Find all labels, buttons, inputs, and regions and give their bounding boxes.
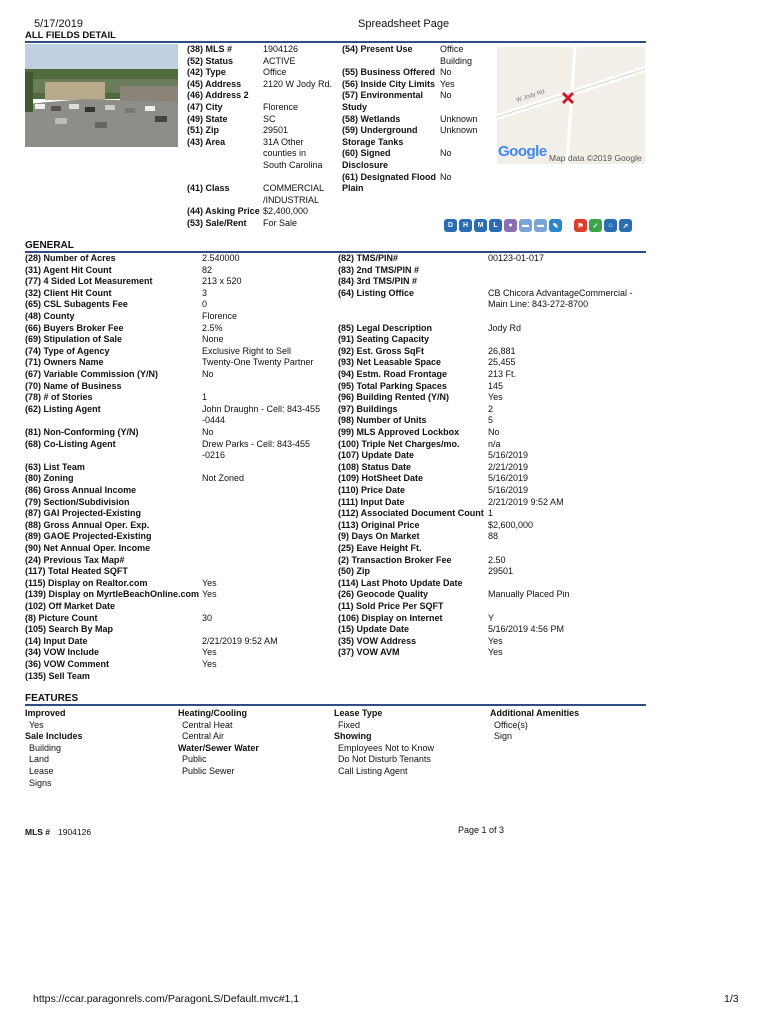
map-road-label: W Jody Rd — [515, 89, 546, 104]
condition-field-label: Disclosure — [342, 160, 389, 170]
general-field-value: Y — [488, 612, 495, 623]
general-field-label: (35) VOW Address — [338, 635, 417, 646]
summary-field-value: counties in — [263, 148, 307, 159]
general-field-value: 2.50 — [488, 554, 506, 565]
general-field-value: 2/21/2019 9:52 AM — [202, 635, 278, 646]
general-field-value: Yes — [488, 635, 503, 646]
general-field-label: (67) Variable Commission (Y/N) — [25, 369, 159, 379]
condition-field-value: No — [440, 90, 452, 101]
feature-value: Building — [29, 742, 62, 753]
general-field-label: (66) Buyers Broker Fee — [25, 322, 124, 333]
general-field-label: (89) GAOE Projected-Existing — [25, 531, 152, 542]
summary-field-value: ACTIVE — [263, 55, 296, 66]
feature-value: Employees Not to Know — [338, 742, 435, 753]
general-field-label: (135) Sell Team — [25, 670, 90, 681]
general-field-label: (139) Display on MyrtleBeachOnline.com — [25, 589, 200, 600]
summary-field-label: (47) City — [187, 102, 223, 112]
general-field-label: (91) Seating Capacity — [338, 334, 430, 345]
summary-field-value: South Carolina — [263, 160, 323, 170]
general-field-label: (50) Zip — [338, 566, 371, 577]
general-field-label: (70) Name of Business — [25, 380, 122, 391]
condition-field-value: No — [440, 67, 452, 78]
general-field-value: 1 — [488, 508, 494, 519]
general-field-value: 25,455 — [488, 357, 516, 368]
general-field-value: Yes — [202, 589, 217, 600]
general-field-value: 82 — [202, 264, 213, 275]
general-field-value: 2.5% — [202, 322, 223, 333]
general-field-label: (85) Legal Description — [338, 322, 433, 333]
d-icon[interactable]: D — [444, 219, 457, 232]
general-field-value: Drew Parks - Cell: 843-455 — [202, 438, 311, 449]
general-field-value: 30 — [202, 612, 213, 623]
summary-field-label: (38) MLS # — [187, 44, 233, 54]
features-divider — [25, 704, 646, 706]
summary-field-label: (53) Sale/Rent — [187, 218, 247, 228]
footer-url[interactable]: https://ccar.paragonrels.com/ParagonLS/Default.mvc#1,1 — [33, 993, 300, 1005]
summary-field-label: (42) Type — [187, 67, 226, 78]
general-field-label: (36) VOW Comment — [25, 659, 110, 669]
general-field-label: (8) Picture Count — [25, 612, 98, 623]
general-field-label: (102) Off Market Date — [25, 601, 116, 611]
summary-field-label: (46) Address 2 — [187, 90, 249, 101]
general-field-label: (15) Update Date — [338, 624, 410, 635]
general-field-label: (94) Estm. Road Frontage — [338, 369, 448, 379]
summary-field-value: 1904126 — [263, 44, 299, 54]
summary-field-label: (44) Asking Price — [187, 206, 260, 217]
general-heading: GENERAL — [25, 240, 74, 251]
general-field-value: 2 — [488, 403, 494, 414]
summary-field-label: (45) Address — [187, 78, 242, 89]
feature-value: Public — [182, 754, 207, 765]
general-field-label: (106) Display on Internet — [338, 612, 443, 623]
condition-field-label: Plain — [342, 183, 364, 194]
general-field-label: (92) Est. Gross SqFt — [338, 345, 425, 356]
general-field-value: 5/16/2019 — [488, 450, 529, 461]
google-logo: Google — [498, 143, 547, 160]
general-field-label: (63) List Team — [25, 461, 85, 472]
summary-field-value: $2,400,000 — [263, 206, 309, 217]
summary-field-value: 31A Other — [263, 136, 304, 147]
summary-field-value: Florence — [263, 102, 299, 112]
general-field-label: (48) County — [25, 311, 75, 321]
general-field-value: 3 — [202, 287, 208, 298]
general-divider — [25, 251, 646, 253]
general-field-value: Yes — [488, 647, 503, 658]
general-field-label: (78) # of Stories — [25, 392, 93, 403]
property-photo[interactable] — [25, 44, 178, 147]
general-field-value: -0444 — [202, 415, 226, 426]
condition-field-value: Unknown — [440, 125, 478, 136]
summary-field-value: 2120 W Jody Rd. — [263, 78, 333, 89]
general-field-value: CB Chicora AdvantageCommercial - — [488, 287, 633, 298]
general-field-value: 2.540000 — [202, 253, 240, 263]
feature-group-heading: Water/Sewer Water — [178, 742, 259, 753]
condition-field-label: (57) Environmental — [342, 90, 424, 101]
general-field-label: (77) 4 Sided Lot Measurement — [25, 276, 153, 287]
feature-value: Land — [29, 754, 50, 765]
feature-value: Central Air — [182, 731, 225, 742]
general-field-value: No — [202, 369, 214, 379]
home-icon[interactable]: ⌂ — [604, 219, 617, 232]
general-field-label: (98) Number of Units — [338, 415, 427, 426]
general-field-label: (111) Input Date — [338, 496, 405, 507]
general-field-value: 29501 — [488, 566, 514, 577]
condition-field-label: (60) Signed — [342, 148, 391, 159]
condition-field-value: Building — [440, 55, 473, 66]
general-field-label: (105) Search By Map — [25, 624, 114, 635]
general-field-value: 2/21/2019 — [488, 461, 529, 472]
general-field-value: John Draughn - Cell: 843-455 — [202, 403, 321, 414]
feature-value: Public Sewer — [182, 766, 235, 776]
feature-value: Lease — [29, 766, 54, 776]
general-field-value: 5/16/2019 — [488, 485, 529, 495]
summary-field-value: Office — [263, 67, 287, 78]
print-date: 5/17/2019 — [34, 18, 83, 30]
feature-value: Office(s) — [494, 719, 528, 730]
condition-field-label: Storage Tanks — [342, 136, 404, 147]
location-map[interactable] — [497, 47, 645, 164]
general-field-value: Twenty-One Twenty Partner — [202, 357, 314, 368]
general-field-label: (107) Update Date — [338, 450, 415, 461]
general-field-value: 1 — [202, 392, 208, 403]
general-field-label: (64) Listing Office — [338, 287, 415, 298]
general-field-label: (110) Price Date — [338, 485, 406, 495]
page-title: Spreadsheet Page — [358, 18, 450, 30]
features-heading: FEATURES — [25, 693, 79, 704]
doc-icon[interactable]: ▬ — [519, 219, 532, 232]
general-field-label: (99) MLS Approved Lockbox — [338, 427, 460, 437]
general-field-value: Yes — [202, 647, 217, 658]
condition-field-label: (56) Inside City Limits — [342, 78, 436, 89]
feature-group-heading: Showing — [334, 731, 372, 742]
general-field-label: (14) Input Date — [25, 635, 88, 646]
general-field-value: Yes — [202, 659, 217, 669]
feature-value: Signs — [29, 777, 52, 788]
feature-value: Sign — [494, 731, 513, 742]
general-field-label: (88) Gross Annual Oper. Exp. — [25, 519, 150, 530]
general-field-label: (65) CSL Subagents Fee — [25, 299, 128, 310]
general-field-value: 5 — [488, 415, 494, 426]
general-field-value: 00123-01-017 — [488, 253, 545, 263]
flag-icon[interactable]: ⚑ — [574, 219, 587, 232]
summary-field-label: (51) Zip — [187, 125, 220, 136]
general-field-label: (37) VOW AVM — [338, 647, 400, 658]
general-field-label: (31) Agent Hit Count — [25, 264, 112, 275]
general-field-value: 5/16/2019 4:56 PM — [488, 624, 565, 635]
general-field-value: Exclusive Right to Sell — [202, 345, 292, 356]
camera-icon[interactable]: ● — [504, 219, 517, 232]
general-field-value: Manually Placed Pin — [488, 589, 570, 600]
feature-value: Yes — [29, 719, 44, 730]
feature-group-heading: Improved — [25, 708, 66, 718]
map-attribution: Map data ©2019 Google — [549, 153, 642, 163]
check-icon[interactable]: ✓ — [589, 219, 602, 232]
general-field-label: (90) Net Annual Oper. Income — [25, 543, 151, 553]
general-field-value: $2,600,000 — [488, 519, 534, 530]
general-field-label: (24) Previous Tax Map# — [25, 554, 125, 565]
condition-field-value: No — [440, 171, 452, 182]
condition-field-value: Yes — [440, 78, 455, 89]
feature-group-heading: Sale Includes — [25, 731, 83, 742]
general-field-label: (25) Eave Height Ft. — [338, 543, 422, 553]
summary-field-value: 29501 — [263, 125, 289, 136]
l-icon[interactable]: L — [489, 219, 502, 232]
condition-field-value: Unknown — [440, 113, 478, 124]
general-field-label: (2) Transaction Broker Fee — [338, 554, 452, 565]
general-field-value: Main Line: 843-272-8700 — [488, 299, 589, 310]
general-field-label: (117) Total Heated SQFT — [25, 566, 128, 577]
condition-field-label: Study — [342, 102, 368, 112]
general-field-value: n/a — [488, 438, 501, 449]
condition-field-label: (55) Business Offered — [342, 67, 436, 78]
general-field-label: (97) Buildings — [338, 403, 398, 414]
general-field-label: (113) Original Price — [338, 519, 420, 530]
feature-group-heading: Additional Amenities — [490, 708, 580, 718]
general-field-label: (11) Sold Price Per SQFT — [338, 601, 444, 611]
general-field-label: (32) Client Hit Count — [25, 287, 112, 298]
summary-field-label: (49) State — [187, 113, 228, 124]
feature-value: Central Heat — [182, 719, 233, 730]
general-field-value: Yes — [488, 392, 503, 403]
general-field-value: -0216 — [202, 450, 226, 461]
general-field-value: 0 — [202, 299, 208, 310]
general-field-value: 5/16/2019 — [488, 473, 529, 484]
general-field-label: (80) Zoning — [25, 473, 74, 484]
general-field-label: (84) 3rd TMS/PIN # — [338, 276, 418, 287]
general-field-label: (69) Stipulation of Sale — [25, 334, 123, 345]
general-field-value: Not Zoned — [202, 473, 245, 484]
condition-field-label: (54) Present Use — [342, 44, 413, 54]
m-icon[interactable]: M — [474, 219, 487, 232]
listing-action-icons — [444, 219, 632, 232]
general-field-label: (74) Type of Agency — [25, 345, 110, 356]
general-field-label: (86) Gross Annual Income — [25, 485, 137, 495]
footer-mls-value: 1904126 — [58, 827, 92, 837]
general-field-label: (79) Section/Subdivision — [25, 496, 130, 507]
general-field-value: Yes — [202, 577, 217, 588]
general-field-label: (83) 2nd TMS/PIN # — [338, 264, 420, 275]
condition-field-label: (58) Wetlands — [342, 113, 401, 124]
feature-group-heading: Heating/Cooling — [178, 708, 247, 718]
general-field-value: 26,881 — [488, 345, 516, 356]
general-field-value: 88 — [488, 531, 499, 542]
summary-field-label: (52) Status — [187, 55, 234, 66]
general-field-label: (62) Listing Agent — [25, 403, 101, 414]
general-field-label: (108) Status Date — [338, 461, 412, 472]
h-icon[interactable]: H — [459, 219, 472, 232]
feature-value: Fixed — [338, 719, 361, 730]
general-field-value: 213 Ft. — [488, 369, 517, 379]
general-field-label: (112) Associated Document Count — [338, 508, 484, 519]
summary-field-label: (41) Class — [187, 183, 230, 194]
edit-icon[interactable]: ✎ — [549, 219, 562, 232]
report-subtitle: ALL FIELDS DETAIL — [25, 30, 116, 41]
general-field-value: Florence — [202, 311, 238, 321]
general-field-label: (9) Days On Market — [338, 531, 420, 542]
condition-field-label: (59) Underground — [342, 125, 418, 136]
general-field-label: (68) Co-Listing Agent — [25, 438, 116, 449]
summary-field-label: (43) Area — [187, 136, 226, 147]
general-field-label: (87) GAI Projected-Existing — [25, 508, 142, 519]
general-field-value: 2/21/2019 9:52 AM — [488, 496, 564, 507]
general-field-value: Jody Rd — [488, 322, 522, 333]
doc-icon[interactable]: ▬ — [534, 219, 547, 232]
general-field-value: 145 — [488, 380, 504, 391]
general-field-label: (96) Building Rented (Y/N) — [338, 392, 449, 403]
general-field-label: (100) Triple Net Charges/mo. — [338, 438, 460, 449]
general-field-label: (109) HotSheet Date — [338, 473, 424, 484]
general-field-value: None — [202, 334, 224, 345]
general-field-label: (93) Net Leasable Space — [338, 357, 442, 368]
general-field-label: (114) Last Photo Update Date — [338, 577, 463, 588]
general-field-label: (34) VOW Include — [25, 647, 100, 658]
summary-field-value: For Sale — [263, 218, 298, 228]
general-field-label: (115) Display on Realtor.com — [25, 577, 148, 588]
footer-page-number: Page 1 of 3 — [458, 825, 505, 835]
condition-field-value: Office — [440, 44, 464, 54]
walk-icon[interactable]: ➚ — [619, 219, 632, 232]
general-field-label: (81) Non-Conforming (Y/N) — [25, 427, 139, 437]
feature-value: Call Listing Agent — [338, 766, 408, 776]
general-field-label: (95) Total Parking Spaces — [338, 380, 447, 391]
summary-field-value: SC — [263, 113, 276, 124]
condition-field-label: (61) Designated Flood — [342, 171, 437, 182]
header-divider — [25, 41, 646, 43]
summary-field-value: COMMERCIAL — [263, 183, 325, 194]
summary-field-value: /INDUSTRIAL — [263, 194, 320, 205]
general-field-label: (82) TMS/PIN# — [338, 253, 399, 263]
general-field-value: 213 x 520 — [202, 276, 242, 287]
general-field-label: (71) Owners Name — [25, 357, 104, 368]
feature-value: Do Not Disturb Tenants — [338, 754, 431, 765]
feature-group-heading: Lease Type — [334, 708, 383, 718]
general-field-label: (26) Geocode Quality — [338, 589, 429, 600]
general-field-label: (28) Number of Acres — [25, 253, 116, 263]
footer-page-fraction: 1/3 — [724, 993, 739, 1005]
general-field-value: No — [202, 427, 214, 437]
general-field-value: No — [488, 427, 500, 437]
condition-field-value: No — [440, 148, 452, 159]
footer-mls-label: MLS # — [25, 827, 51, 837]
